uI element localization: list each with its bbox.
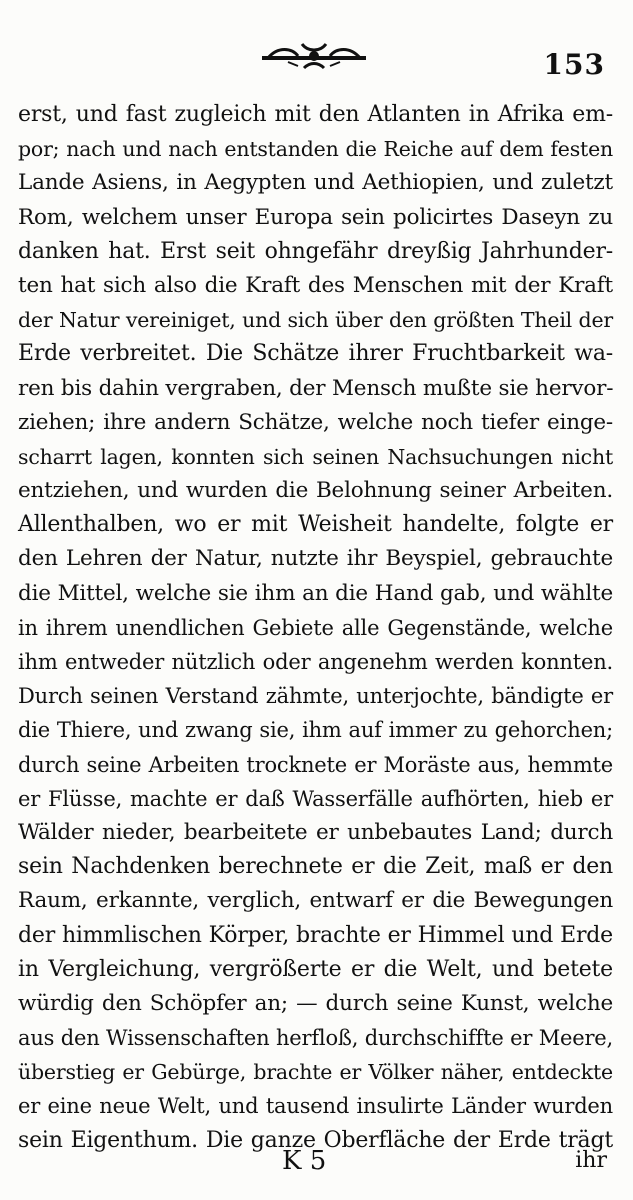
text-line: Raum, erkannte, verglich, entwarf er die Bewegungen <box>18 888 613 914</box>
text-line: Allenthalben, wo er mit Weisheit handelte, folgte er <box>18 512 613 538</box>
text-line: er eine neue Welt, und tausend insulirte Länder wurden <box>18 1094 613 1119</box>
text-line: Rom, welchem unser Europa sein policirtes Daseyn zu <box>18 204 613 230</box>
text-line: erst, und fast zugleich mit den Atlanten in Afrika em- <box>18 102 613 127</box>
text-line: die Thiere, und zwang sie, ihm auf immer zu gehorchen; <box>18 718 613 743</box>
text-line: der himmlischen Körper, brachte er Himmel und Erde <box>18 922 613 948</box>
text-line: ren bis dahin vergraben, der Mensch mußte sie hervor- <box>18 375 614 401</box>
text-line: überstieg er Gebürge, brachte er Völker näher, entdeckte <box>18 1060 613 1085</box>
text-line: ziehen; ihre andern Schätze, welche noch tiefer einge- <box>18 409 613 435</box>
text-line: er Flüsse, machte er daß Wasserfälle aufhörten, hieb er <box>18 786 613 811</box>
catchword: ihr <box>575 1148 607 1173</box>
text-line: in ihrem unendlichen Gebiete alle Gegenstände, welche <box>18 615 613 640</box>
text-line: por; nach und nach entstanden die Reiche auf dem festen <box>18 137 613 162</box>
page-number: 153 <box>543 48 605 81</box>
text-line: würdig den Schöpfer an; — durch seine Kunst, welche <box>18 990 613 1016</box>
text-line: Erde verbreitet. Die Schätze ihrer Fruchtbarkeit wa- <box>18 341 613 367</box>
text-line: Lande Asiens, in Aegypten und Aethiopien, und zuletzt <box>18 170 613 196</box>
text-line: durch seine Arbeiten trocknete er Moräste aus, hemmte <box>18 752 613 777</box>
body-text <box>18 98 613 1158</box>
text-line: Wälder nieder, bearbeitete er unbebautes Land; durch <box>18 819 613 845</box>
text-line: den Lehren der Natur, nutzte ihr Beyspiel, gebrauchte <box>18 546 613 572</box>
floral-ornament-icon <box>258 36 370 72</box>
text-line: scharrt lagen, konnten sich seinen Nachsuchungen nicht <box>18 444 613 469</box>
text-line: danken hat. Erst seit ohngefähr dreyßig Jahrhunder- <box>18 238 613 264</box>
text-line: der Natur vereiniget, und sich über den größten Theil der <box>18 308 613 333</box>
signature-mark: K 5 <box>282 1146 327 1176</box>
text-line: sein Nachdenken berechnete er die Zeit, maß er den <box>18 854 613 880</box>
text-line: entziehen, und wurden die Belohnung seiner Arbeiten. <box>18 478 613 504</box>
text-line: die Mittel, welche sie ihm an die Hand gab, und wählte <box>18 580 613 606</box>
text-line: ten hat sich also die Kraft des Menschen mit der Kraft <box>18 272 613 298</box>
text-line: ihm entweder nützlich oder angenehm werden konnten. <box>18 650 613 674</box>
page-header <box>0 30 633 90</box>
text-line: sein Eigenthum. Die ganze Oberfläche der Erde trägt <box>18 1127 613 1153</box>
text-line: in Vergleichung, vergrößerte er die Welt, und betete <box>18 956 613 982</box>
text-line: aus den Wissenschaften herfloß, durchschiffte er Meere, <box>18 1026 613 1051</box>
text-line: Durch seinen Verstand zähmte, unterjochte, bändigte er <box>18 684 613 709</box>
page-footer <box>0 1142 633 1192</box>
